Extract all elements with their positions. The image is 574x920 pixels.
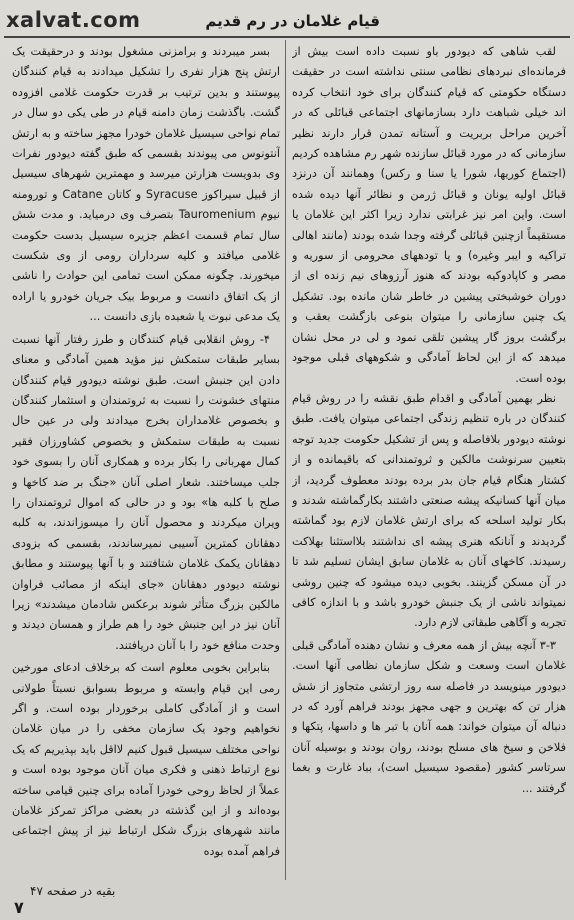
page-number: ۷ [14,898,24,917]
header-rule [4,36,570,38]
paragraph: لقب شاهی که دیودور باو نسبت داده است بیش از فرمانده‌ای نبردهای نظامی سنتی نداشته است در حقیقت دستگاه حکومتی که قیام کنندگان برای خود انتخاب کرده اند خیلی شباهت دارد بسازمانهای اجتماعی قبائلی که در آخرین مراحل بربریت و آستانه تمدن قرار دارند نظیر سازمانی که در مورد قبائل سازنده شهر رم مشاهده کردیم (اجتماع کوریها، شورا یا سنا و رکس) وهمانند آن درنزد قبائل اولیه یونان و قبائل ژرمن و نظائر آنها دیده شده است. واین امر نیز غرابتی ندارد زیرا اکثر این غلامان یا مستقیماً ازچنین قبائلی گرفته وجدا شده بودند (مانند اهالی تراکیه و ایبر وغیره) و یا تودههای محرومی از سوریه و مصر و کاپادوکیه بودند که هنوز آرزوهای نیم زنده ای از دوران خوشبختی پیشین در خاطر شان مانده بود. تشکیل یک چنین سازمانی را میتوان بنوعی بازگشت بعقب و برگشت بروز گار پیشین تلقی نمود و لی در محل نشان میدهد که از این لحاظ آمادگی و شکوههای قبلی موجود بوده است. [292,45,566,385]
article-title: قیام غلامان در رم قدیم [205,12,380,30]
paragraph: بسر میبردند و برامزنی مشغول بودند و درحقیقت یک ارتش پنج هزار نفری را تشکیل میدادند به قیام کنندگان پیوستند و بدین ترتیب بر قدرت حکومت غلامی افزوده گشت. باگذشت زمان دامنه قیام در طی یکی دو سال در تمام نواحی سیسیل غلامان خودرا مجهز ساخته و به ارتش آنتونوس می پیوندند بقسمی که طبق گفته دیودور نفرات وی بدویست هزارتن میرسد و مهمترین شهرهای سیسیل از قبیل سیراکوز Syracuse و کاتان Catane و تورومنه نیوم Tauromenium بتصرف وی درمیاید. و مدت شش سال تمام قسمت اعظم جزیره سیسیل بدست حکومت غلامی میافتد و کلیه سرداران رومی از وی شکست میخورند. چگونه ممکن است تمامی این حوادث را ناشی از یک اتفاق دانست و مربوط بیک جریان خودرو یا اراده یک مدعی نبوت یا شعبده بازی دانست ... [12,45,280,324]
paragraph: بنابراین بخوبی معلوم است که برخلاف ادعای مورخین رمی این قیام وابسته و مربوط بسوابق نسبتاً طولانی است و از آمادگی کاملی برخوردار بوده است. و اگر نخواهیم وجود یک سازمان مخفی را در میان غلامان نواحی مختلف سیسیل قبول کنیم لااقل باید بپذیریم که یک نوع ارتباط ذهنی و فکری میان آنان موجود بوده است و عملاً از لحاظ روحی خودرا آماده برای چنین قیامی ساخته بوده‌اند و از این گذشته در بعضی مراکز تمرکز غلامان مانند شهرهای بزرگ شکل ارتباط نیز از پیش اجتماعی فراهم آمده بوده [12,661,280,858]
column-divider [285,40,286,880]
paragraph: نظر بهمین آمادگی و اقدام طبق نقشه را در روش قیام کنندگان در باره تنظیم زندگی اجتماعی میتوان یافت. طبق نوشته دیودور بلافاصله و پس از تشکیل حکومت جدید توجه بتعیین سرنوشت مالکین و ثروتمندانی که باقیمانده و از کشتار هنگام قیام جان بدر برده بودند معطوف گردید، از میان آنها کسانیکه پیشه صنعتی داشتند بکارگماشته شدند و بکار تولید اسلحه که برای ارتش غلامان لازم بود گماشته گردیدند و آنانکه هنری پیشه ای نداشتند بلااستثنا بهلاکت رسیدند. کاخهای آنان به غلامان سابق ایشان تسلیم شد تا در آن مسکن گزینند. بخوبی دیده میشود که چنین روشی نمیتواند ناشی از یک جنبش خودرو باشد و با اندازه کافی تجربه و آگاهی طبقاتی لازم دارد. [292,391,566,630]
paragraph: ۳-۳ آنچه بیش از همه معرف و نشان دهنده آمادگی قبلی غلامان است وسعت و شکل سازمان نظامی آنها است. دیودور مینویسد در فاصله سه روز ارتشی متجاوز از شش هزار تن که بهترین و جهی مجهز بودند فراهم آورد که در دنباله آن میتوان خواند: همه آنان با تبر ها و داسها، پتکها و فلاخن و سیخ های مسلح بودند، روان بودند و بوسیله آنان سرتاسر کشور (مقصود سیسیل است)، بباد غارت و بغما گرفتند ... [292,638,566,795]
paragraph: ۴- روش انقلابی قیام کنندگان و طرز رفتار آنها نسبت بسایر طبقات ستمکش نیز مؤید همین آمادگی و معنای دادن این جنبش است. طبق نوشته دیودور قیام کنندگان منتهای خشونت را نسبت به ثروتمندان و استثمار کنندگان و بخصوص غلامداران بخرج میدادند ولی در عین حال نسبت به طبقات ستمکش و بخصوص کشاورزان فقیر کمال مهربانی را بکار برده و همکاری آنان را بسوی خود جلب میساختند. شعار اصلی آنان «جنگ بر ضد کاخها و صلح با کلبه ها» بود و در حالی که اموال ثروتمندان را ویران میکردند و محصول آنان را میسوزاندند، به کلبه دهقانان کمترین آسیبی نمیرساندند، بقسمی که بزودی دهقانان یکمک غلامان شتافتند و با آنها پیوستند و مطابق نوشته دیودور دهقانان «جای اینکه از مصائب فراوان مالکین بزرگ متأثر شوند برعکس شادمان میشدند» زیرا آنان نیز در این جنبش خود را هم طراز و همسان دیدند و وحدت منافع خود را با آنان دریافتند. [12,332,280,652]
site-watermark: xalvat.com [6,8,141,32]
continued-note: بقیه در صفحه ۴۷ [30,884,116,898]
right-text-column [292,42,566,880]
left-text-column [12,42,280,902]
